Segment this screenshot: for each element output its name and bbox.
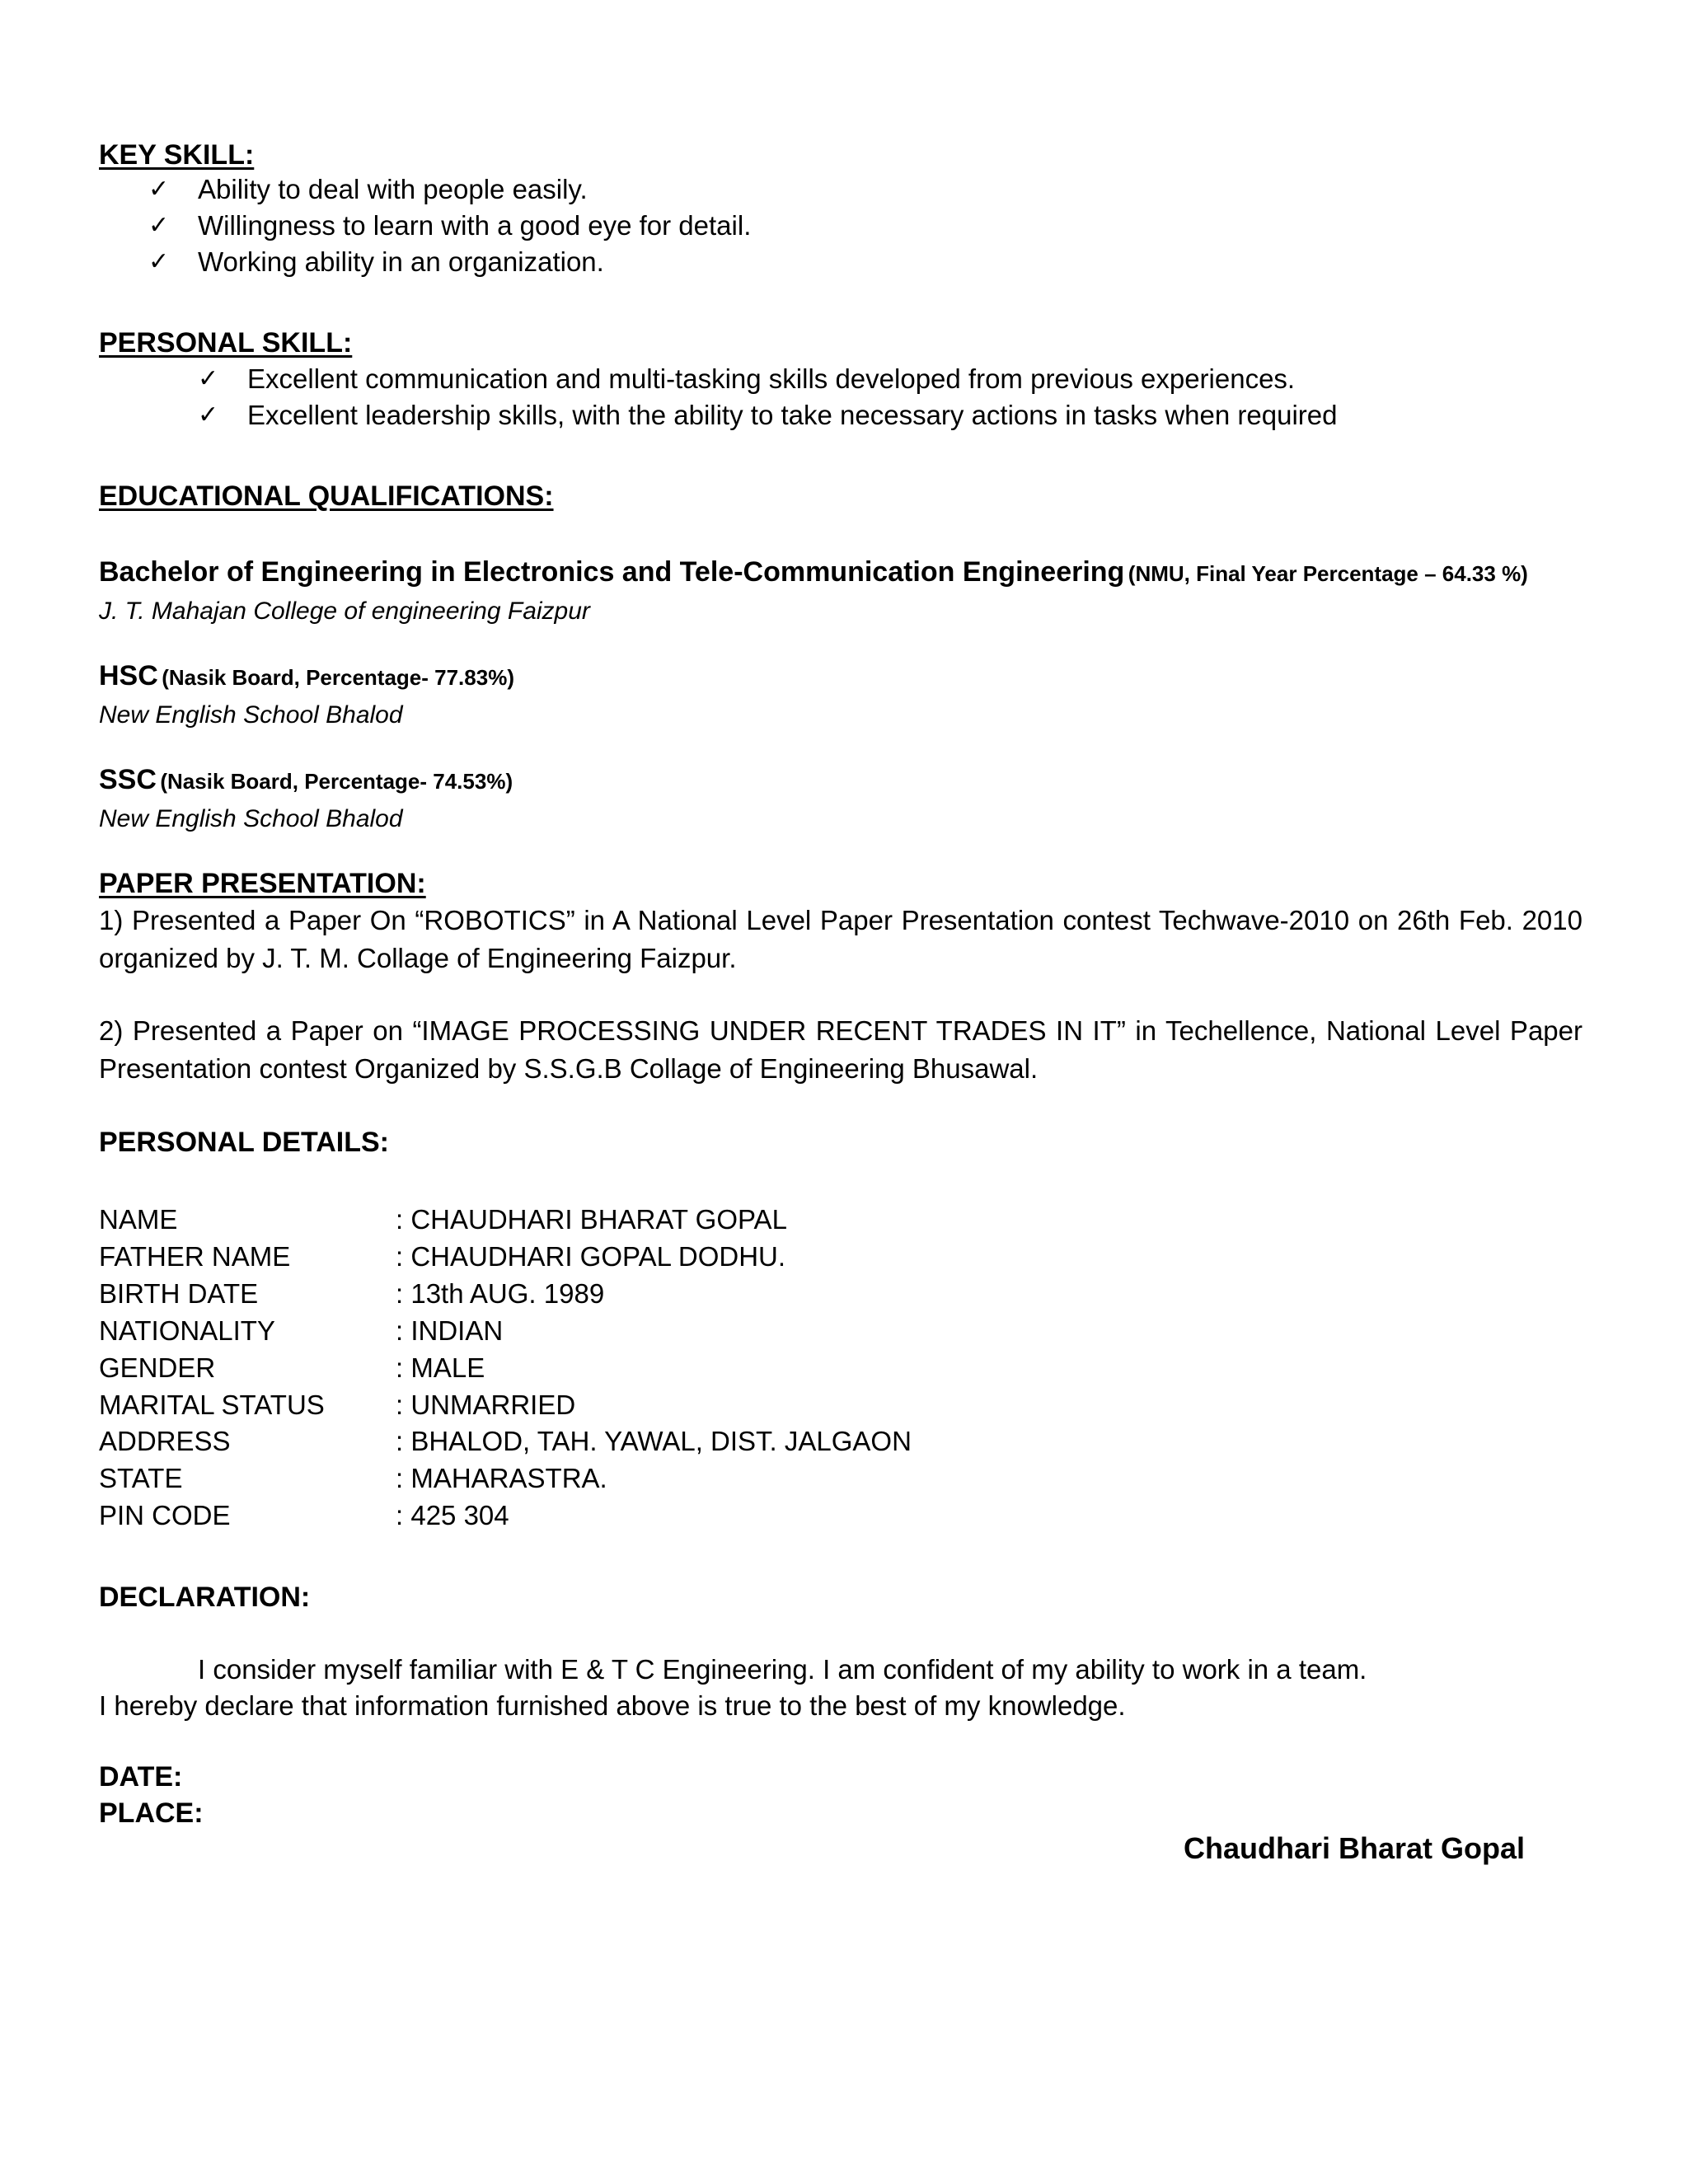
checkmark-icon: ✓ [148, 211, 170, 240]
qualification-note: (Nasik Board, Percentage- 77.83%) [162, 665, 514, 690]
place-label: PLACE: [99, 1797, 204, 1829]
qualification-institution: New English School Bhalod [99, 805, 403, 832]
detail-value: : MAHARASTRA. [396, 1463, 607, 1493]
paper-presentation-heading: PAPER PRESENTATION: [99, 868, 426, 899]
key-skill-text: Ability to deal with people easily. [198, 174, 588, 204]
detail-label: ADDRESS [99, 1426, 231, 1456]
detail-value: : CHAUDHARI BHARAT GOPAL [396, 1204, 787, 1235]
checkmark-icon: ✓ [198, 401, 219, 429]
qualification-institution: J. T. Mahajan College of engineering Faizpur [99, 598, 590, 625]
personal-skill-text: Excellent leadership skills, with the ability to take necessary actions in tasks when required [247, 400, 1338, 430]
paper-presentation-item [99, 902, 1582, 977]
paper-line: organized by J. T. M. Collage of Engineering Faizpur. [99, 943, 737, 973]
detail-value: : 425 304 [396, 1500, 509, 1530]
detail-label: BIRTH DATE [99, 1278, 259, 1309]
education-heading: EDUCATIONAL QUALIFICATIONS: [99, 480, 554, 512]
date-label: DATE: [99, 1761, 183, 1793]
detail-label: STATE [99, 1463, 183, 1493]
key-skill-heading: KEY SKILL: [99, 139, 255, 171]
declaration-line: I hereby declare that information furnished above is true to the best of my knowledge. [99, 1690, 1126, 1721]
qualification-title: Bachelor of Engineering in Electronics and Tele-Communication Engineering [99, 556, 1125, 588]
detail-value: : MALE [396, 1352, 485, 1383]
checkmark-icon: ✓ [198, 364, 219, 393]
detail-label: NATIONALITY [99, 1315, 275, 1346]
detail-value: : BHALOD, TAH. YAWAL, DIST. JALGAON [396, 1426, 912, 1456]
signature-name: Chaudhari Bharat Gopal [1184, 1831, 1526, 1865]
detail-value: : CHAUDHARI GOPAL DODHU. [396, 1241, 786, 1272]
detail-value: : UNMARRIED [396, 1390, 576, 1420]
qualification-institution: New English School Bhalod [99, 701, 403, 729]
detail-label: MARITAL STATUS [99, 1390, 325, 1420]
qualification-entry [99, 659, 514, 692]
checkmark-icon: ✓ [148, 175, 170, 204]
qualification-title: SSC [99, 764, 157, 795]
checkmark-icon: ✓ [148, 247, 170, 276]
detail-label: FATHER NAME [99, 1241, 291, 1272]
key-skill-text: Willingness to learn with a good eye for detail. [198, 210, 752, 241]
declaration-line: I consider myself familiar with E & T C Engineering. I am confident of my ability to work in a team. [198, 1654, 1367, 1685]
personal-skill-text: Excellent communication and multi-tasking skills developed from previous experiences. [247, 363, 1296, 394]
detail-value: : 13th AUG. 1989 [396, 1278, 605, 1309]
qualification-note: (NMU, Final Year Percentage – 64.33 %) [1128, 561, 1528, 586]
paper-line: 2) Presented a Paper on “IMAGE PROCESSING UNDER RECENT TRADES IN IT” in Techellence, National Level Paper [99, 1015, 1582, 1046]
paper-presentation-item [99, 1012, 1582, 1088]
qualification-note: (Nasik Board, Percentage- 74.53%) [160, 769, 513, 794]
declaration-heading: DECLARATION: [99, 1582, 311, 1613]
paper-line: 1) Presented a Paper On “ROBOTICS” in A National Level Paper Presentation contest Techwave-2010 on 26th Feb. 2010 [99, 905, 1582, 935]
personal-skill-heading: PERSONAL SKILL: [99, 327, 353, 359]
qualification-entry [99, 555, 1528, 588]
detail-label: PIN CODE [99, 1500, 231, 1530]
qualification-entry [99, 763, 513, 796]
detail-value: : INDIAN [396, 1315, 504, 1346]
detail-label: GENDER [99, 1352, 216, 1383]
key-skill-text: Working ability in an organization. [198, 246, 604, 277]
qualification-title: HSC [99, 660, 158, 691]
paper-line: Presentation contest Organized by S.S.G.B Collage of Engineering Bhusawal. [99, 1053, 1039, 1084]
detail-label: NAME [99, 1204, 178, 1235]
personal-details-heading: PERSONAL DETAILS: [99, 1127, 389, 1158]
